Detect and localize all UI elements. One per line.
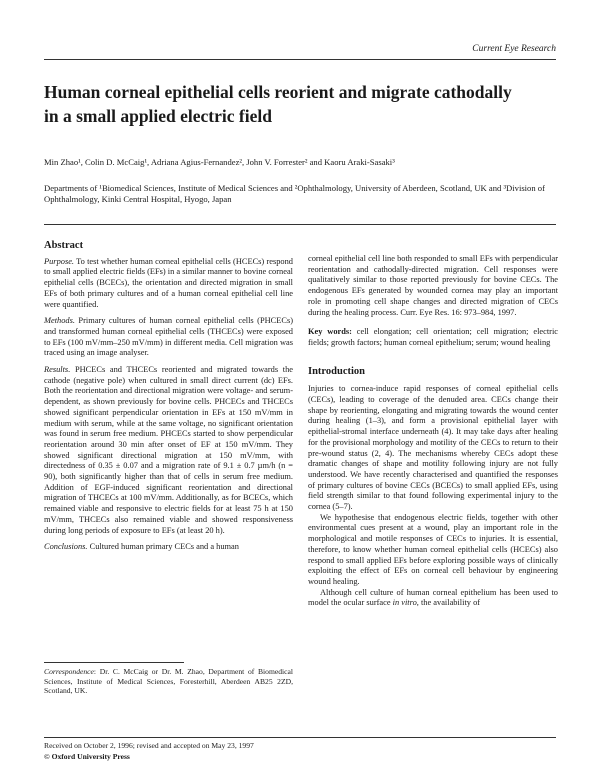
author-list: Min Zhao¹, Colin D. McCaig¹, Adriana Agius-Fernandez², John V. Forrester² and Kaoru Araki-Sasaki³ (44, 157, 395, 167)
abstract-conclusions (44, 542, 293, 553)
intro-paragraph-1: Injuries to cornea-induce rapid responses of corneal epithelial cells (CECs), leading to coverage of the denuded area. CECs change their shape by reorienting, elongating and migrating towards the wound center during healing (1–3), and form a provisional epithelial layer with epithelial-stromal interface underneath (4). It may take days after healing for the provisional morphology and motility of the CECs to return to their pre-wound status (2, 4). The mechanisms whereby CECs adopt these dramatic changes of shape and motility following injury are not fully understood. We have recently characterised and quantified the responses of primary cultures of bovine CECs (BCECs) to small applied EFs, using field strength similar to that found following experimental injury to the cornea (5–7). (308, 384, 558, 512)
affiliations: Departments of ¹Biomedical Sciences, Institute of Medical Sciences and ²Ophthalmology, University of Aberdeen, Scotland, UK and ³Division of Ophthalmology, Kinki Central Hospital, Hyogo, Japan (44, 183, 545, 204)
header-rule (44, 59, 556, 60)
intro-p3-italic: in vitro (392, 598, 417, 608)
keywords-label: Key words: (308, 327, 352, 337)
title-line-2: in a small applied electric field (44, 106, 272, 126)
conclusions-text-start: Cultured human primary CECs and a human (89, 542, 239, 552)
title-line-1: Human corneal epithelial cells reorient and migrate cathodally (44, 82, 512, 102)
correspondence-label: Correspondence (44, 667, 94, 676)
abstract-conclusions-cont: corneal epithelial cell line both responded to small EFs with perpendicular reorientation and cathodally-directed migration. Cell responses were qualitatively similar to those reported previously for bovine CECs. The endogenous EFs generated by wounded cornea may play an important role in promoting cell shape changes and directed migration of CECs during the healing process. Curr. Eye Res. 16: 973–984, 1997. (308, 254, 558, 317)
keywords-text: cell elongation; cell orientation; cell migration; electric fields; growth factors; human corneal epithelium; serum; wound healing (308, 327, 558, 347)
methods-text: Primary cultures of human corneal epithelial cells (PHCECs) and transformed human corneal epithelial cells (THCECs) were exposed to EFs (100 mV/mm–250 mV/mm) in different media. Cell migration was traced using an image analyser. (44, 316, 294, 358)
correspondence-text: : Dr. C. McCaig or Dr. M. Zhao, Department of Biomedical Sciences, Institute of Medical Sciences, Foresterhill, Aberdeen AB25 2ZD, Scotland, UK. (44, 667, 293, 696)
correspondence-note (44, 667, 293, 696)
results-label: Results. (44, 365, 71, 375)
abstract-heading: Abstract (44, 240, 84, 251)
introduction-heading: Introduction (308, 365, 365, 377)
title-rule (44, 224, 556, 225)
intro-p3-start: Although cell culture of human corneal epithelium has been used to model the ocular surface (308, 587, 558, 608)
conclusions-label: Conclusions. (44, 542, 88, 552)
received-dates: Received on October 2, 1996; revised and accepted on May 23, 1997 (44, 741, 254, 750)
footer-rule (44, 737, 556, 738)
abstract-results (44, 365, 293, 536)
footnote-rule (44, 662, 184, 663)
intro-paragraph-3 (308, 588, 558, 609)
results-text: PHCECs and THCECs reoriented and migrated towards the cathode (negative pole) when cultured in small direct current (dc) EFs. Both the reorientation and directional migration were voltage- and serum-dependent, as shown previously for bovine cells. PHCECs and THCECs showed significant perpendicular orientation in EFs at 150 mV/mm in medium with serum, while at the same voltage, no significant orientation was found in serum free medium. PHCECs started to show perpendicular reorientation around 30 min after onset of EF at 150 mV/mm. They showed significant directional migration at 150 mV/mm, with directedness of 0.35 ± 0.07 and a migration rate of 9.1 ± 0.7 µm/h (n = 90), both significantly higher than that of cells in serum free medium. Addition of EGF-induced significant reorientation and directional migration of THCECs at 100 mV/mm. Additionally, as for BCECs, which remained viable and responsive to electric fields for at least 75 h at 150 mV/mm, THCECs also remained viable and showed responsiveness during long periods of exposure to EFs (at least 20 h). (44, 365, 293, 535)
article-title (44, 80, 544, 128)
keywords (308, 327, 558, 348)
methods-label: Methods. (44, 316, 75, 326)
purpose-text: To test whether human corneal epithelial cells (HCECs) respond to small applied electric fields (EFs) in a similar manner to bovine corneal epithelial cells (BCECs), the orientation and directed migration in small EFs of both primary cultures and of a human corneal epithelial cell line were quantified. (44, 256, 293, 309)
abstract-methods (44, 316, 293, 359)
publisher: © Oxford University Press (44, 752, 130, 761)
purpose-label: Purpose. (44, 256, 75, 266)
abstract-column (44, 241, 293, 553)
abstract-purpose (44, 257, 293, 311)
intro-paragraph-2: We hypothesise that endogenous electric fields, together with other environmental cues present at a wound, play an important role in the morphological and motile responses of CECs to injuries. It is essential, therefore, to know whether human corneal epithelial cells (HCECs) also respond to small applied EFs before exploring possible ways of clinically exploiting the effect of EFs on corneal cell behaviour by engineering wound healing. (308, 512, 558, 586)
intro-p3-end: , the availability of (416, 598, 481, 608)
right-column (308, 254, 558, 609)
journal-name: Current Eye Research (472, 44, 556, 54)
